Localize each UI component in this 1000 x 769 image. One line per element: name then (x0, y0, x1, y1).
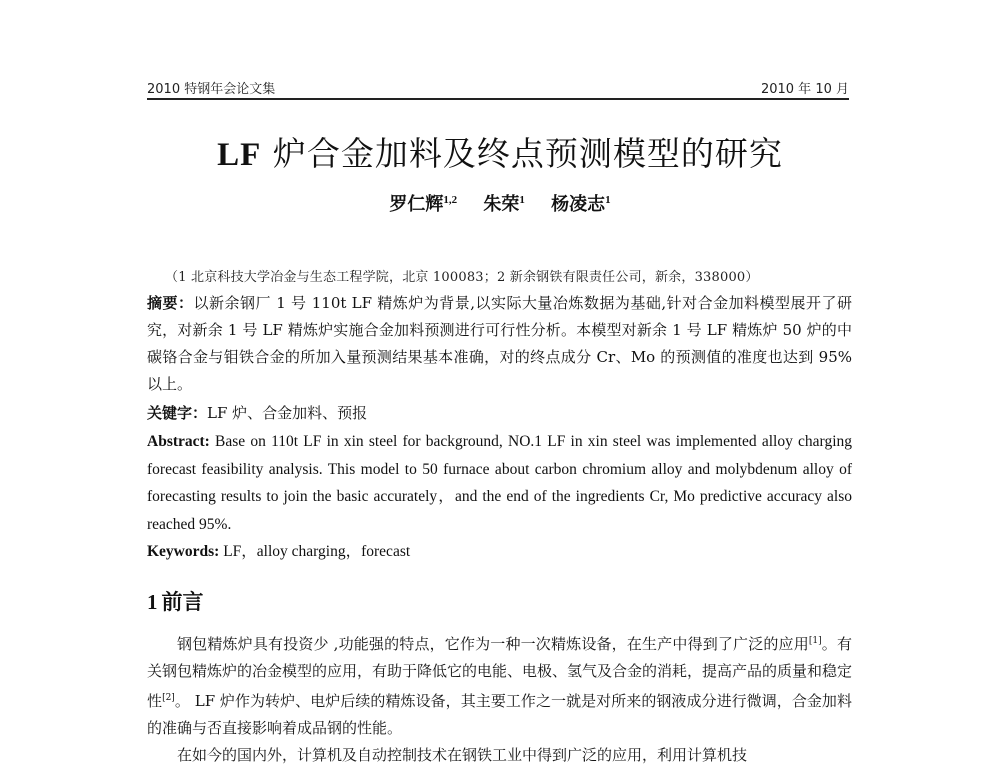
section-title: 前言 (161, 589, 204, 614)
author-affiliation-mark: 1,2 (443, 194, 458, 206)
abstract-english (147, 428, 852, 538)
citation-ref: [1] (808, 636, 822, 646)
title-prefix: LF (217, 137, 262, 173)
author (483, 194, 525, 215)
author-affiliation-mark: 1 (519, 194, 525, 206)
paragraph (147, 628, 852, 742)
paper-title (0, 128, 1000, 175)
abstract-en-text: Base on 110t LF in xin steel for background, NO.1 LF in xin steel was implemented alloy charging forecast feasibility analysis. This model to 50 furnace about carbon chromium alloy and molybdenum alloy of forecasting results to join the basic accurately，and the end of the ingredients Cr, Mo predictive accuracy also reached 95%. (147, 433, 852, 533)
author (551, 194, 611, 215)
author-name: 朱荣 (483, 194, 520, 215)
paragraph-text: 钢包精炼炉具有投资少 ,功能强的特点，它作为一种一次精炼设备，在生产中得到了广泛的应用 (177, 635, 809, 653)
paragraph-text: 。 LF 炉作为转炉、电炉后续的精炼设备，其主要工作之一就是对所来的钢液成分进行微调，合金加料的准确与否直接影响着成品钢的性能。 (147, 692, 852, 737)
header-proceedings-title: 2010 特钢年会论文集 (147, 82, 276, 97)
keywords-en-label: Keywords: (147, 543, 220, 560)
title-text: 炉合金加料及终点预测模型的研究 (261, 134, 783, 173)
section-number: 1 (147, 590, 158, 614)
introduction-body (147, 628, 852, 769)
author-list (0, 190, 1000, 216)
author (389, 194, 457, 215)
affiliations: （1 北京科技大学冶金与生态工程学院，北京 100083；2 新余钢铁有限责任公司，新余，338000） (165, 270, 759, 285)
keywords-english (147, 538, 852, 565)
keywords-cn-text: LF 炉、合金加料、预报 (207, 404, 368, 422)
running-header (147, 76, 849, 100)
header-date: 2010 年 10 月 (760, 82, 849, 97)
keywords-cn-label: 关键字： (147, 404, 208, 422)
abstract-chinese (147, 290, 852, 398)
author-affiliation-mark: 1 (605, 194, 611, 206)
abstract-en-label: Abstract: (147, 433, 210, 450)
author-name: 罗仁辉 (389, 194, 444, 215)
paragraph-text: 。有关钢包精炼炉的冶金模型的应用，有助于降低它的电能、电极、氢气及合金的消耗，提高产品的质量和稳定性 (147, 635, 853, 710)
abstract-cn-text: 以新余钢厂 1 号 110t LF 精炼炉为背景,以实际大量冶炼数据为基础,针对合金加料模型展开了研究，对新余 1 号 LF 精炼炉实施合金加料预测进行可行性分析。本模型对新余 1 号 LF 精炼炉 50 炉的中碳铬合金与钼铁合金的所加入量预测结果基本准确，对的终点成分 Cr、Mo 的预测值的准度也达到 95%以上。 (147, 294, 852, 393)
abstract-cn-label: 摘要： (147, 294, 194, 312)
keywords-chinese (147, 400, 852, 427)
author-name: 杨凌志 (551, 194, 606, 215)
keywords-en-text: LF，alloy charging，forecast (219, 543, 411, 560)
section-heading-introduction (147, 586, 204, 616)
citation-ref: [2] (162, 693, 175, 703)
paragraph: 在如今的国内外，计算机及自动控制技术在钢铁工业中得到广泛的应用，利用计算机技 (177, 746, 748, 764)
